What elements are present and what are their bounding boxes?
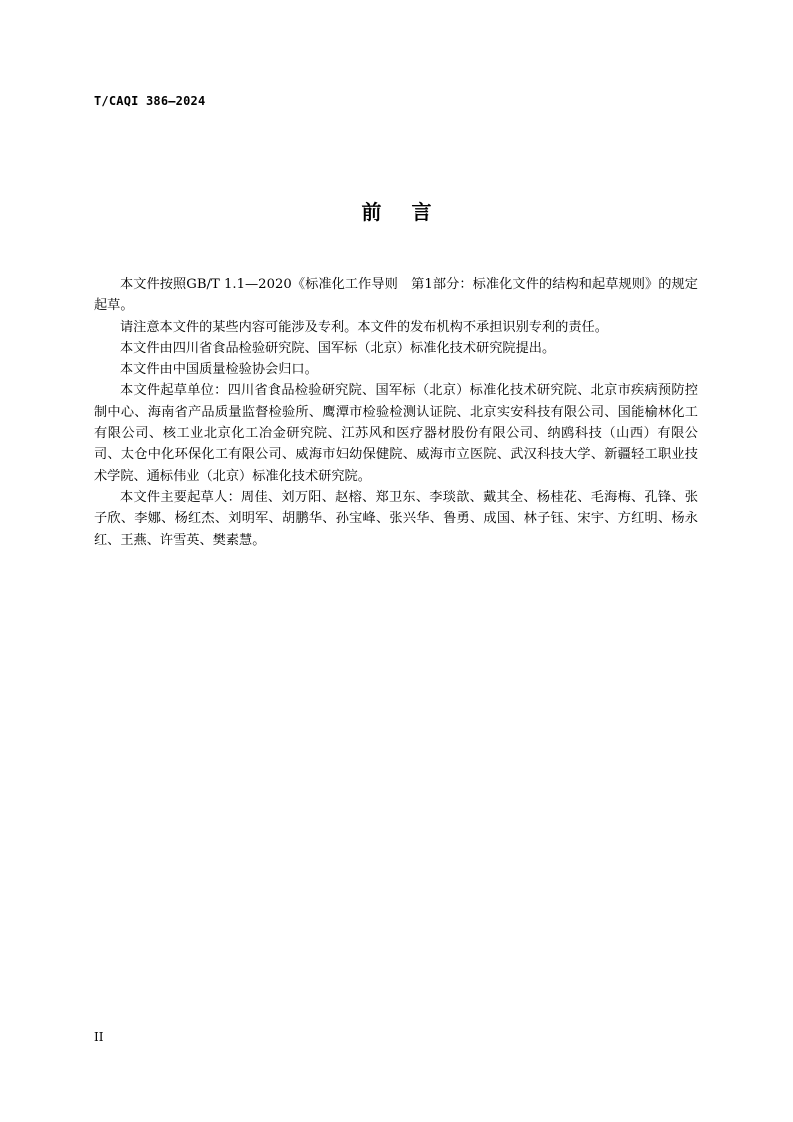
paragraph-patent-notice: 请注意本文件的某些内容可能涉及专利。本文件的发布机构不承担识别专利的责任。 xyxy=(120,319,608,335)
paragraph-centralized-unit: 本文件由中国质量检验协会归口。 xyxy=(120,362,318,378)
foreword-body xyxy=(94,274,698,551)
paragraph-drafters: 本文件主要起草人：周佳、刘万阳、赵榕、郑卫东、李琰歆、戴其全、杨桂花、毛海梅、孔锋、张子欣、李娜、杨红杰、刘明军、胡鹏华、孙宝峰、张兴华、鲁勇、成国、林子钰、宋宇、方红明、杨永红、王燕、许雪英、樊素慧。 xyxy=(94,489,698,548)
paragraph-proposer: 本文件由四川省食品检验研究院、国军标（北京）标准化技术研究院提出。 xyxy=(120,340,556,356)
page-number: II xyxy=(94,1030,104,1044)
paragraph-drafting-rules: 本文件按照GB/T 1.1—2020《标准化工作导则 第1部分：标准化文件的结构和起草规则》的规定起草。 xyxy=(94,277,698,314)
paragraph-drafting-units: 本文件起草单位：四川省食品检验研究院、国军标（北京）标准化技术研究院、北京市疾病预防控制中心、海南省产品质量监督检验所、鹰潭市检验检测认证院、北京实安科技有限公司、国能榆林化工有限公司、核工业北京化工冶金研究院、江苏风和医疗器材股份有限公司、纳鸥科技（山西）有限公司、太仓中化环保化工有限公司、威海市妇幼保健院、威海市立医院、武汉科技大学、新疆轻工职业技术学院、通标伟业（北京）标准化技术研究院。 xyxy=(94,383,698,484)
document-code: T/CAQI 386—2024 xyxy=(94,94,206,108)
page-title: 前言 xyxy=(361,200,462,224)
